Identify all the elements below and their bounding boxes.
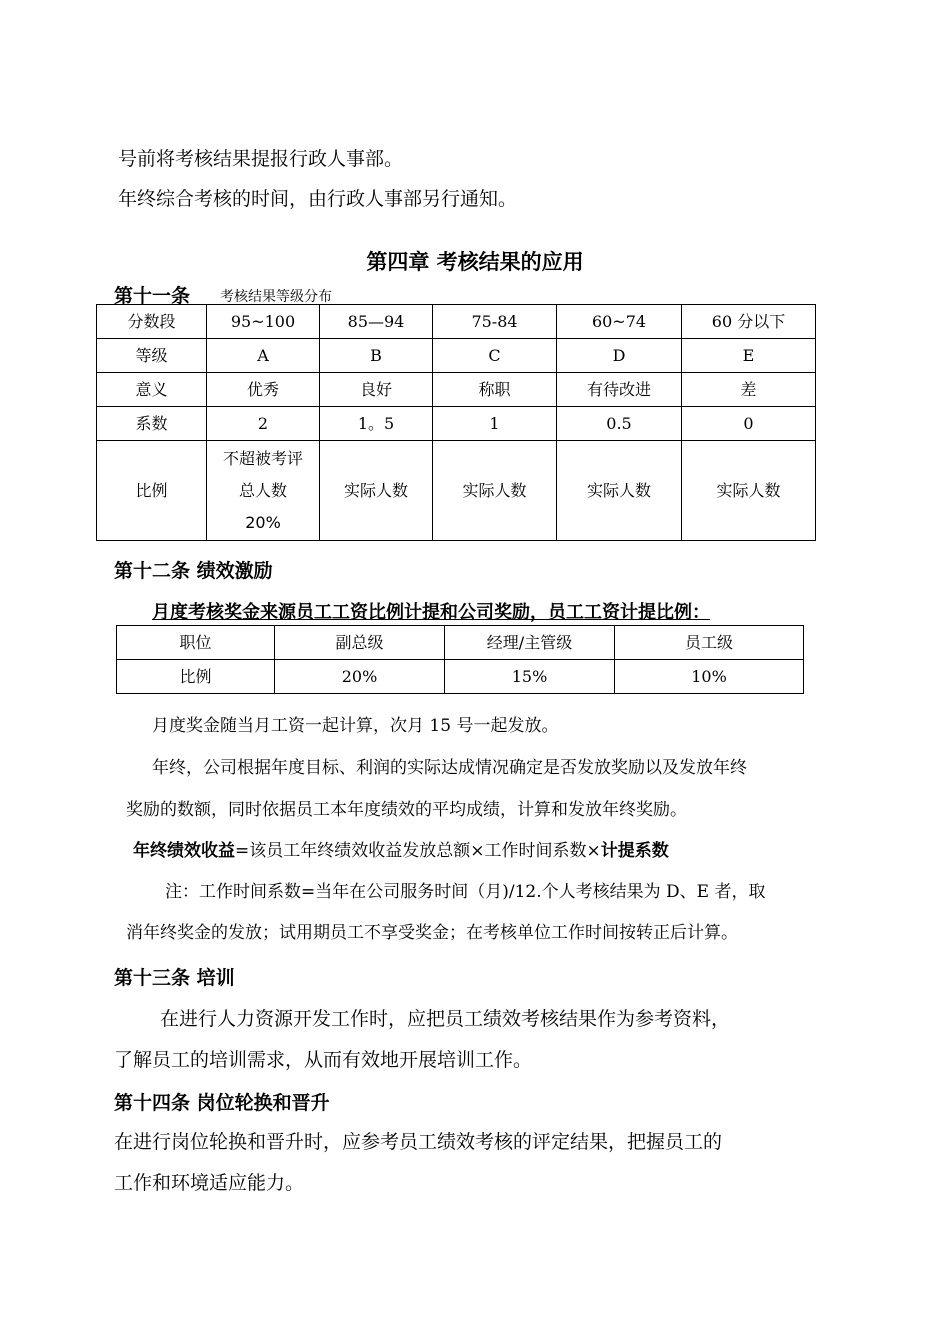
table-row	[97, 305, 816, 339]
table-cell: 意义	[97, 373, 207, 407]
table-cell: C	[433, 339, 557, 373]
table-cell: 经理/主管级	[445, 626, 615, 660]
article-12-heading: 月度考核奖金来源员工工资比例计提和公司奖励，员工工资计提比例：	[152, 602, 710, 623]
article-11-title: 第十一条	[114, 285, 191, 307]
table-cell: 1	[433, 407, 557, 441]
formula-term-coefficient: 计提系数	[600, 841, 669, 861]
table-cell: 60~74	[557, 305, 682, 339]
table-cell: 0.5	[557, 407, 682, 441]
table-cell: 1。5	[320, 407, 433, 441]
table-cell: 分数段	[97, 305, 207, 339]
ratio-line: 不超被考评	[222, 448, 303, 468]
table-cell: E	[682, 339, 816, 373]
bonus-paragraph-2a: 年终，公司根据年度目标、利润的实际达成情况确定是否发放奖励以及发放年终	[152, 758, 747, 778]
table-cell: B	[320, 339, 433, 373]
formula-middle: =该员工年终绩效收益发放总额×工作时间系数×	[235, 841, 601, 861]
table-cell: 系数	[97, 407, 207, 441]
table-cell: 差	[682, 373, 816, 407]
table-cell: 15%	[445, 660, 615, 694]
article-12-title: 第十二条 绩效激励	[114, 560, 273, 582]
table-cell: 职位	[117, 626, 275, 660]
table-cell: 等级	[97, 339, 207, 373]
intro-line-1: 号前将考核结果提报行政人事部。	[118, 148, 404, 170]
table-cell: 副总级	[275, 626, 445, 660]
training-paragraph-2: 了解员工的培训需求，从而有效地开展培训工作。	[114, 1049, 533, 1071]
table-cell: A	[207, 339, 320, 373]
table-cell	[207, 441, 320, 541]
chapter-title: 第四章 考核结果的应用	[366, 250, 584, 274]
table-cell: 75-84	[433, 305, 557, 339]
table-cell: 实际人数	[320, 441, 433, 541]
table-cell: 良好	[320, 373, 433, 407]
table-cell: 85—94	[320, 305, 433, 339]
table-cell: D	[557, 339, 682, 373]
table-cell: 10%	[615, 660, 804, 694]
table-cell: 实际人数	[557, 441, 682, 541]
note-line-1: 注：工作时间系数=当年在公司服务时间（月)/12.个人考核结果为 D、E 者，取	[165, 882, 766, 902]
promotion-paragraph-1: 在进行岗位轮换和晋升时，应参考员工绩效考核的评定结果，把握员工的	[114, 1131, 723, 1153]
note-line-2: 消年终奖金的发放；试用期员工不享受奖金；在考核单位工作时间按转正后计算。	[126, 923, 738, 943]
training-paragraph-1: 在进行人力资源开发工作时，应把员工绩效考核结果作为参考资料，	[160, 1008, 731, 1030]
article-13-title: 第十三条 培训	[114, 967, 235, 989]
table-cell: 员工级	[615, 626, 804, 660]
table-cell: 0	[682, 407, 816, 441]
table-cell: 称职	[433, 373, 557, 407]
table-row	[97, 407, 816, 441]
table-cell: 有待改进	[557, 373, 682, 407]
ratio-line: 总人数	[238, 480, 287, 500]
table-cell: 实际人数	[682, 441, 816, 541]
table-cell: 95~100	[207, 305, 320, 339]
table-cell: 优秀	[207, 373, 320, 407]
table-cell: 实际人数	[433, 441, 557, 541]
table-row	[97, 373, 816, 407]
table-row	[117, 660, 804, 694]
bonus-paragraph-1: 月度奖金随当月工资一起计算，次月 15 号一起发放。	[152, 716, 559, 736]
table-cell: 20%	[275, 660, 445, 694]
table-row	[97, 441, 816, 541]
intro-line-2: 年终综合考核的时间，由行政人事部另行通知。	[118, 188, 518, 210]
promotion-paragraph-2: 工作和环境适应能力。	[114, 1172, 305, 1194]
ratio-line: 20%	[245, 512, 281, 532]
grade-distribution-table	[96, 304, 816, 541]
article-14-title: 第十四条 岗位轮换和晋升	[114, 1092, 330, 1114]
bonus-formula	[133, 836, 669, 861]
table-row	[117, 626, 804, 660]
article-11-subtitle: 考核结果等级分布	[220, 289, 332, 305]
table-cell: 比例	[117, 660, 275, 694]
bonus-paragraph-2b: 奖励的数额，同时依据员工本年度绩效的平均成绩，计算和发放年终奖励。	[126, 800, 687, 820]
table-cell: 60 分以下	[682, 305, 816, 339]
formula-term-bonus: 年终绩效收益	[133, 841, 235, 861]
bonus-ratio-table	[116, 625, 804, 694]
table-cell: 2	[207, 407, 320, 441]
table-row	[97, 339, 816, 373]
table-cell: 比例	[97, 441, 207, 541]
